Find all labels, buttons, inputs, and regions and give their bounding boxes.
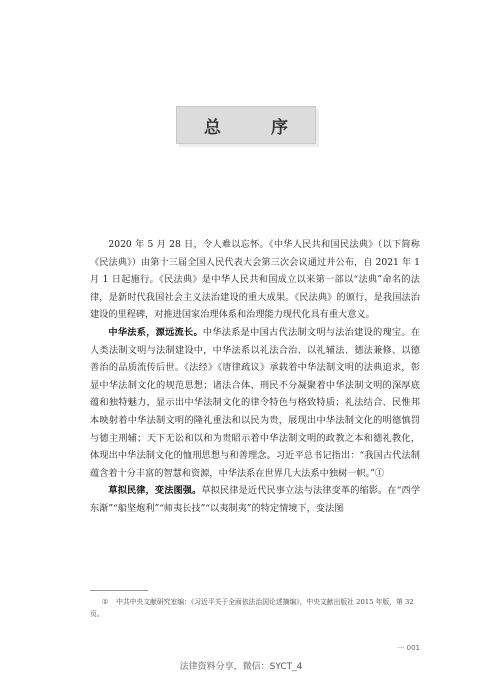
paragraph-text: 2020 年 5 月 28 日，令人难以忘怀。《中华人民共和国民法典》（以下简称《民法典》）由第十三届全国人民代表大会第三次会议通过并公布，自 2021 年 1 月 1 日起施行。《民法典》是中华人民共和国成立以来第一部以“法典”命名的法律，是新时代我国社会主义法治建设的重大成果。《民法典》的颁行，是我国法治建设的里程碑，对推进国家治理体系和治理能力现代化具有重大意义。 xyxy=(90,239,420,321)
page-number: ··· 001 xyxy=(397,644,420,652)
footnote-marker: ① xyxy=(102,598,109,606)
footnote xyxy=(90,596,420,620)
paragraph-text: 草拟民律是近代民事立法与法律变革的缩影。在“西学东渐”“船坚炮利”“师夷长技”“以夷制夷”的特定情境下，变法图 xyxy=(90,485,421,514)
title-banner xyxy=(176,106,316,144)
watermark-text: 法律资料分享，微信：SYCT_4 xyxy=(179,662,303,672)
paragraph-1 xyxy=(90,236,420,324)
footnote-divider xyxy=(90,590,148,591)
paragraph-lead: 草拟民律，变法图强。 xyxy=(108,485,202,497)
body-text xyxy=(90,236,420,518)
paragraph-text: 中华法系是中国古代法制文明与法治建设的瑰宝。在人类法制文明与法制建设中，中华法系以礼法合治、以礼辅法、德法兼修、以德善治的品质流传后世。《法经》《唐律疏议》承载着中华法制文明的法典追求，彰显中华法制文化的规范思想；诸法合体、刑民不分凝聚着中华法制文明的深厚底蕴和独特魅力，显示出中华法制文化的律令特色与格致特质；礼法结合、民惟邦本映射着中华法制文明的隆礼重法和以民为贵，展现出中华法制文化的明德慎罚与德主刑辅；天下无讼和以和为贵昭示着中华法制文明的政教之本和德礼教化，体现出中华法制文化的恤刑思想与和善理念。习近平总书记指出：“我国古代法制蕴含着十分丰富的智慧和资源，中华法系在世界几大法系中独树一帜。”① xyxy=(90,326,421,479)
paragraph-lead: 中华法系，源远流长。 xyxy=(108,326,203,338)
paragraph-3 xyxy=(90,482,420,517)
paragraph-2 xyxy=(90,324,420,482)
page-title: 总 序 xyxy=(204,117,310,138)
footnote-text: 中共中央文献研究室编：《习近平关于全面依法治国论述摘编》，中央文献出版社 2015 年版，第 32 页。 xyxy=(90,598,414,618)
